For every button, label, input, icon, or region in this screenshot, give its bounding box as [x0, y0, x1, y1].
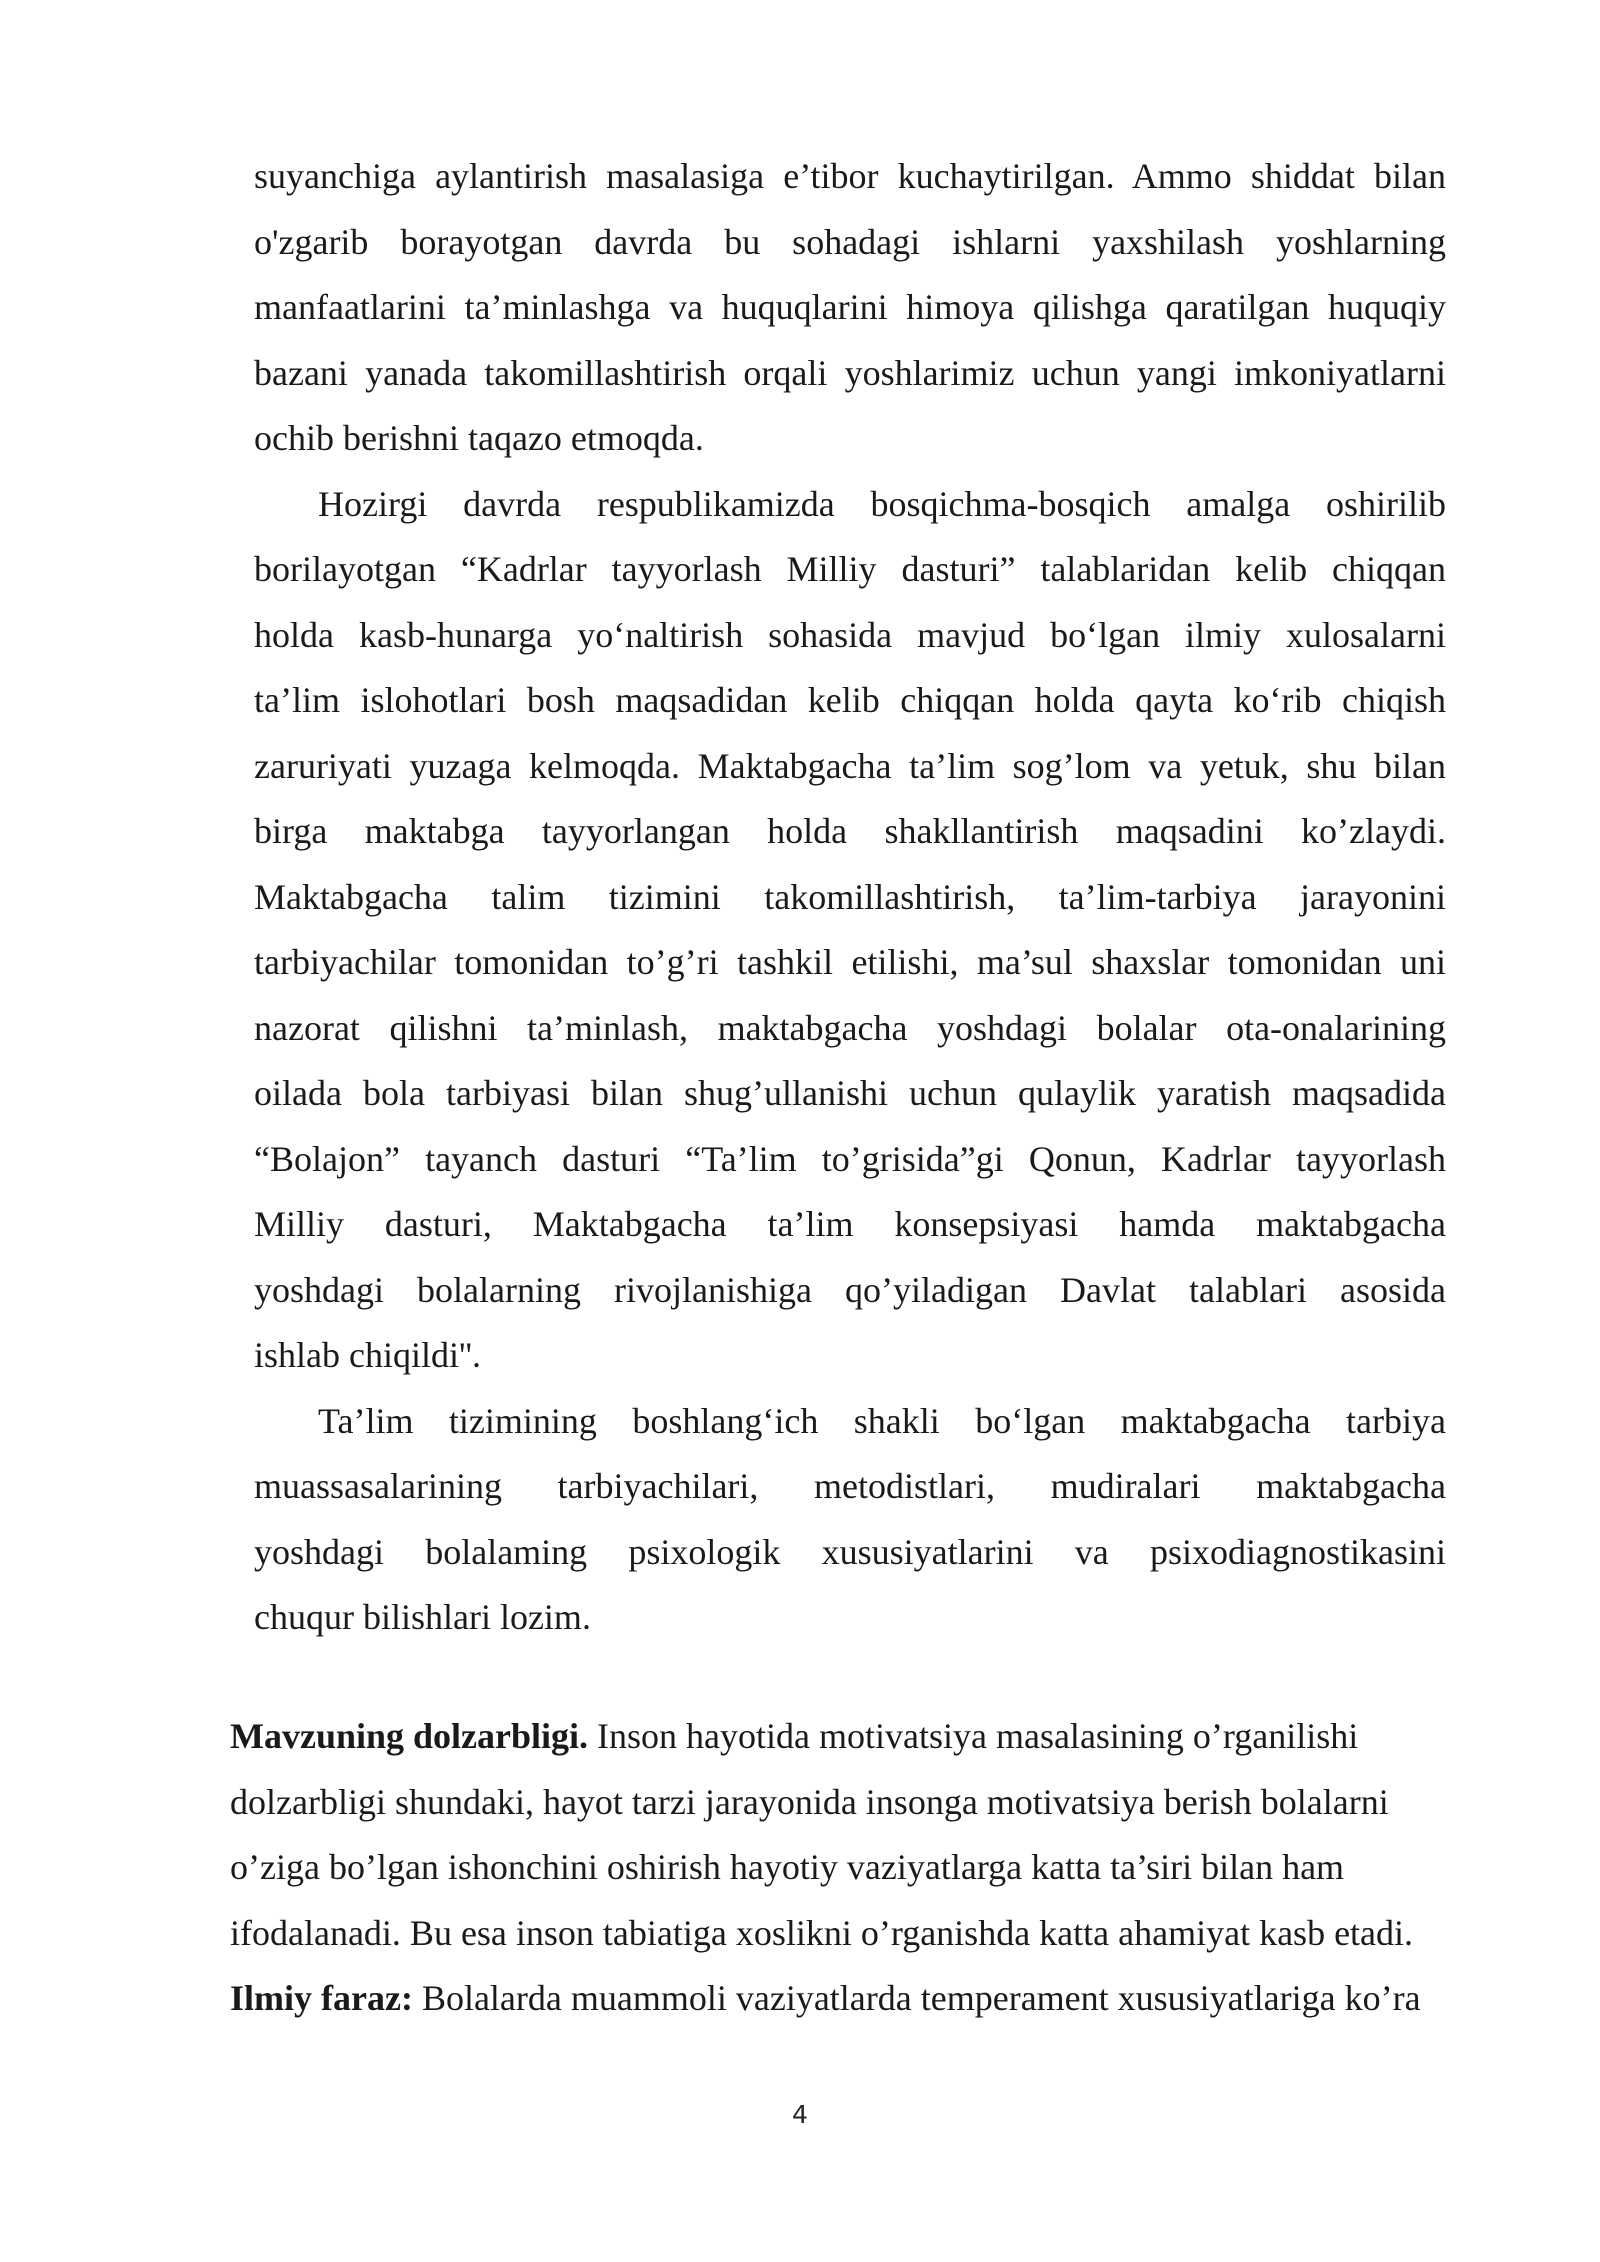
- relevance-section: [230, 1704, 1480, 2032]
- text-line: o’ziga bo’lgan ishonchini oshirish hayotiy vaziyatlarga katta ta’siri bilan ham: [230, 1847, 1345, 1887]
- text-line: Hozirgi davrda respublikamizda bosqichma-bosqich amalga oshirilib: [318, 483, 1446, 524]
- text-line: Milliy dasturi, Maktabgacha ta’lim konsepsiyasi hamda maktabgacha: [254, 1204, 1446, 1244]
- text-line: Maktabgacha talim tizimini takomillashtirish, ta’lim-tarbiya jarayonini: [254, 876, 1446, 917]
- text-line: Ta’lim tizimining boshlang‘ich shakli bo‘lgan maktabgacha tarbiya: [318, 1400, 1446, 1441]
- text-line: yoshdagi bolalarning rivojlanishiga qo’yiladigan Davlat talablari asosida: [254, 1269, 1446, 1310]
- text-line: chuqur bilishlari lozim.: [254, 1597, 591, 1637]
- text-line: zaruriyati yuzaga kelmoqda. Maktabgacha ta’lim sog’lom va yetuk, shu bilan: [254, 745, 1446, 786]
- text-line: holda kasb-hunarga yo‘naltirish sohasida mavjud bo‘lgan ilmiy xulosalarni: [254, 614, 1446, 655]
- text-line: birga maktabga tayyorlangan holda shakllantirish maqsadini ko’zlaydi.: [254, 811, 1446, 851]
- text-line: oilada bola tarbiyasi bilan shug’ullanishi uchun qulaylik yaratish maqsadida: [254, 1073, 1446, 1113]
- text-line: ochib berishni taqazo etmoqda.: [254, 418, 704, 458]
- relevance-first-line: [230, 1704, 1480, 1770]
- body-text: [254, 144, 1446, 1651]
- relevance-first-line-text: Inson hayotida motivatsiya masalasining o’rganilishi: [588, 1716, 1359, 1756]
- page-number: 4: [792, 2100, 808, 2129]
- hypothesis-heading: Ilmiy faraz:: [230, 1978, 413, 2018]
- text-line: o'zgarib borayotgan davrda bu sohadagi ishlarni yaxshilash yoshlarning: [254, 221, 1446, 262]
- text-line: yoshdagi bolalaming psixologik xususiyatlarini va psixodiagnostikasini: [254, 1531, 1446, 1572]
- text-line: borilayotgan “Kadrlar tayyorlash Milliy dasturi” talablaridan kelib chiqqan: [254, 549, 1446, 589]
- text-line: dolzarbligi shundaki, hayot tarzi jarayonida insonga motivatsiya berish bolalarni: [230, 1781, 1389, 1822]
- text-line: ta’lim islohotlari bosh maqsadidan kelib chiqqan holda qayta ko‘rib chiqish: [254, 680, 1446, 720]
- relevance-heading: Mavzuning dolzarbligi.: [230, 1716, 589, 1756]
- text-line: suyanchiga aylantirish masalasiga e’tibor kuchaytirilgan. Ammo shiddat bilan: [254, 156, 1446, 196]
- hypothesis-line: [230, 1966, 1480, 2032]
- text-line: bazani yanada takomillashtirish orqali yoshlarimiz uchun yangi imkoniyatlarni: [254, 352, 1446, 393]
- text-line: manfaatlarini ta’minlashga va huquqlarini himoya qilishga qaratilgan huquqiy: [254, 287, 1446, 327]
- text-line: nazorat qilishni ta’minlash, maktabgacha yoshdagi bolalar ota-onalarining: [254, 1007, 1446, 1048]
- text-line: “Bolajon” tayanch dasturi “Ta’lim to’grisida”gi Qonun, Kadrlar tayyorlash: [254, 1138, 1446, 1179]
- text-line: tarbiyachilar tomonidan to’g’ri tashkil etilishi, ma’sul shaxslar tomonidan uni: [254, 942, 1446, 982]
- text-line: ishlab chiqildi''.: [254, 1335, 481, 1375]
- hypothesis-text: Bolalarda muammoli vaziyatlarda temperament xususiyatlariga ko’ra: [412, 1978, 1421, 2018]
- text-line: muassasalarining tarbiyachilari, metodistlari, mudiralari maktabgacha: [254, 1466, 1446, 1506]
- text-line: ifodalanadi. Bu esa inson tabiatiga xoslikni o’rganishda katta ahamiyat kasb etadi.: [230, 1912, 1414, 1953]
